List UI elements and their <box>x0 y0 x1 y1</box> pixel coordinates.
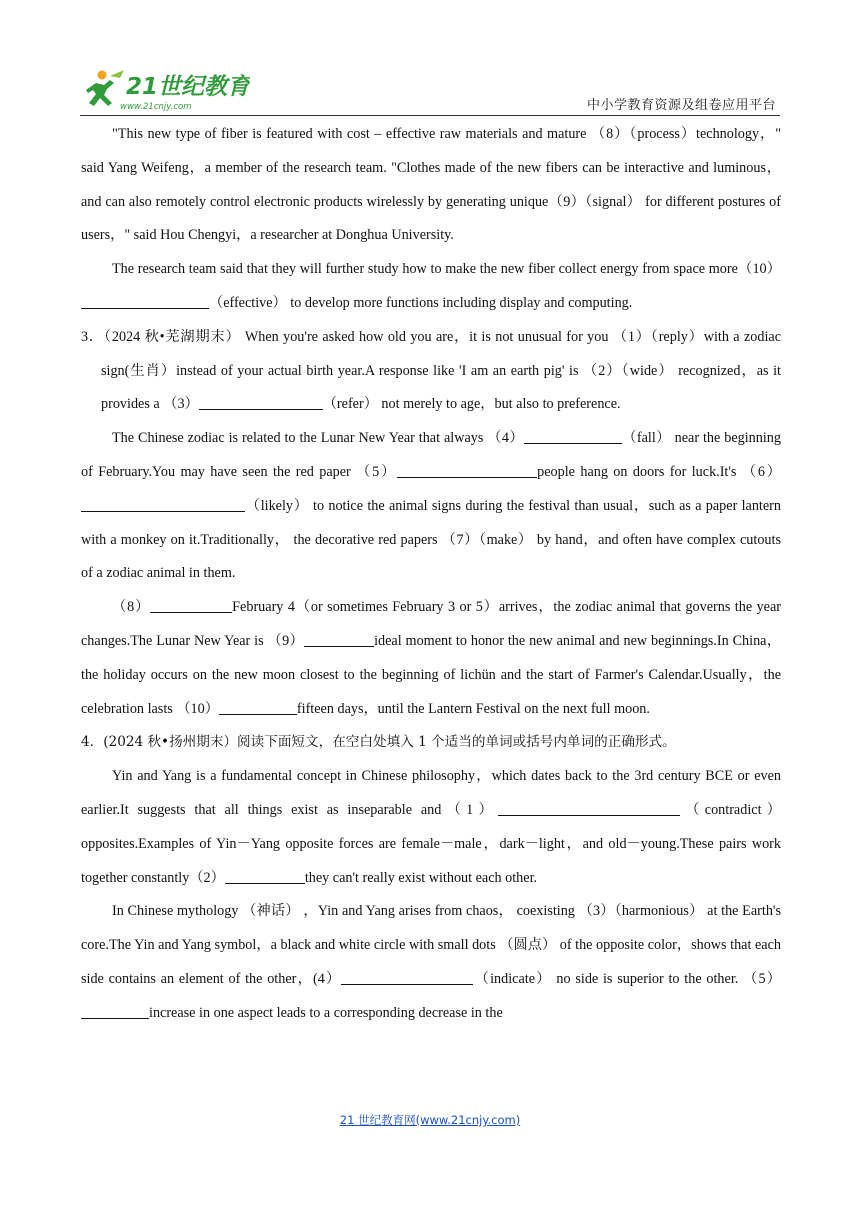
question-3-paragraph-3: （8） February 4（or sometimes February 3 or 5）arrives，the zodiac animal that governs the year changes.The Lunar New Year is （9） ideal moment to honor the new animal and new beginnings.In China， the holiday occurs on the new moon closest to the beginning of lichün and the start of Farmer's Calendar.Usually，the celebration lasts （10） fifteen days，until the Lantern Festival on the next full moon. <box>81 599 782 717</box>
document-body <box>81 118 781 1031</box>
footer-link[interactable]: 21 世纪教育网(www.21cnjy.com) <box>339 1113 521 1127</box>
answer-blank-4[interactable] <box>524 428 622 444</box>
question-3-paragraph-2: The Chinese zodiac is related to the Lunar New Year that always （4） （fall） near the beginning of February.You may have seen the red paper （5） people hang on doors for luck.It's （6）（likely） to notice the animal signs during the festival than usual，such as a paper lantern with a monkey on it.Traditionally， the decorative red papers （7）（make） by hand，and often have complex cutouts of a zodiac animal in them. <box>81 430 781 582</box>
page-header <box>80 64 780 116</box>
running-man-icon <box>86 70 124 106</box>
logo-text: 21世纪教育 <box>126 74 250 100</box>
platform-title: 中小学教育资源及组卷应用平台 <box>586 98 776 113</box>
question-4-paragraph-1: Yin and Yang is a fundamental concept in Chinese philosophy，which dates back to the 3rd century BCE or even earlier.It suggests that all things exist as inseparable and（1） （contradict） opposites.Examples of Yin－Yang opposite forces are female－male，dark－light，and old－young.These pairs work together constantly（2） they can't really exist without each other. <box>81 768 781 886</box>
logo-url: www.21cnjy.com <box>120 102 192 112</box>
answer-blank-q4-4[interactable] <box>341 969 473 985</box>
question-3-paragraph-1: 3．（2024 秋•芜湖期末） When you're asked how old you are，it is not unusual for you （1）（reply）with a zodiac sign(生肖）instead of your actual birth year.A response like 'I am an earth pig' is （2）（wide） recognized，as it provides a （3） （refer） not merely to age，but also to preference. <box>81 328 781 413</box>
answer-blank-9[interactable] <box>304 631 374 647</box>
paragraph-research-team: The research team said that they will further study how to make the new fiber collect energy from space more（10）（effective） to develop more functions including display and computing. <box>81 253 781 321</box>
answer-blank-q4-1[interactable] <box>498 800 680 816</box>
logo <box>80 66 250 114</box>
question-4-paragraph-2: In Chinese mythology （神话） ，Yin and Yang arises from chaos， coexisting （3）（harmonious） at the Earth's core.The Yin and Yang symbol，a black and white circle with small dots （圆点） of the opposite color，shows that each side contains an element of the other，(4） （indicate） no side is superior to the other. （5）increase in one aspect leads to a corresponding decrease in the <box>81 903 781 1021</box>
answer-blank-8[interactable] <box>150 597 232 613</box>
question-4-instruction: 4．(2024 秋•扬州期末）阅读下面短文，在空白处填入 1 个适当的单词或括号内单词的正确形式。 <box>81 734 676 751</box>
page-footer <box>0 1112 860 1128</box>
header-divider <box>80 115 780 116</box>
answer-blank-10[interactable] <box>81 293 209 309</box>
answer-blank-5[interactable] <box>397 462 537 478</box>
paragraph-fiber-quote: "This new type of fiber is featured with cost – effective raw materials and mature （8）（process）technology，" said Yang Weifeng，a member of the research team. "Clothes made of the new fibers can be interactive and luminous，and can also remotely control electronic products wirelessly by generating unique（9）（signal） for different postures of users，" said Hou Chengyi，a researcher at Donghua University. <box>81 126 781 244</box>
answer-blank-q4-2[interactable] <box>225 868 305 884</box>
answer-blank-q4-5[interactable] <box>81 1003 149 1019</box>
answer-blank-10b[interactable] <box>219 699 297 715</box>
answer-blank-3[interactable] <box>199 394 323 410</box>
answer-blank-6[interactable] <box>81 496 245 512</box>
